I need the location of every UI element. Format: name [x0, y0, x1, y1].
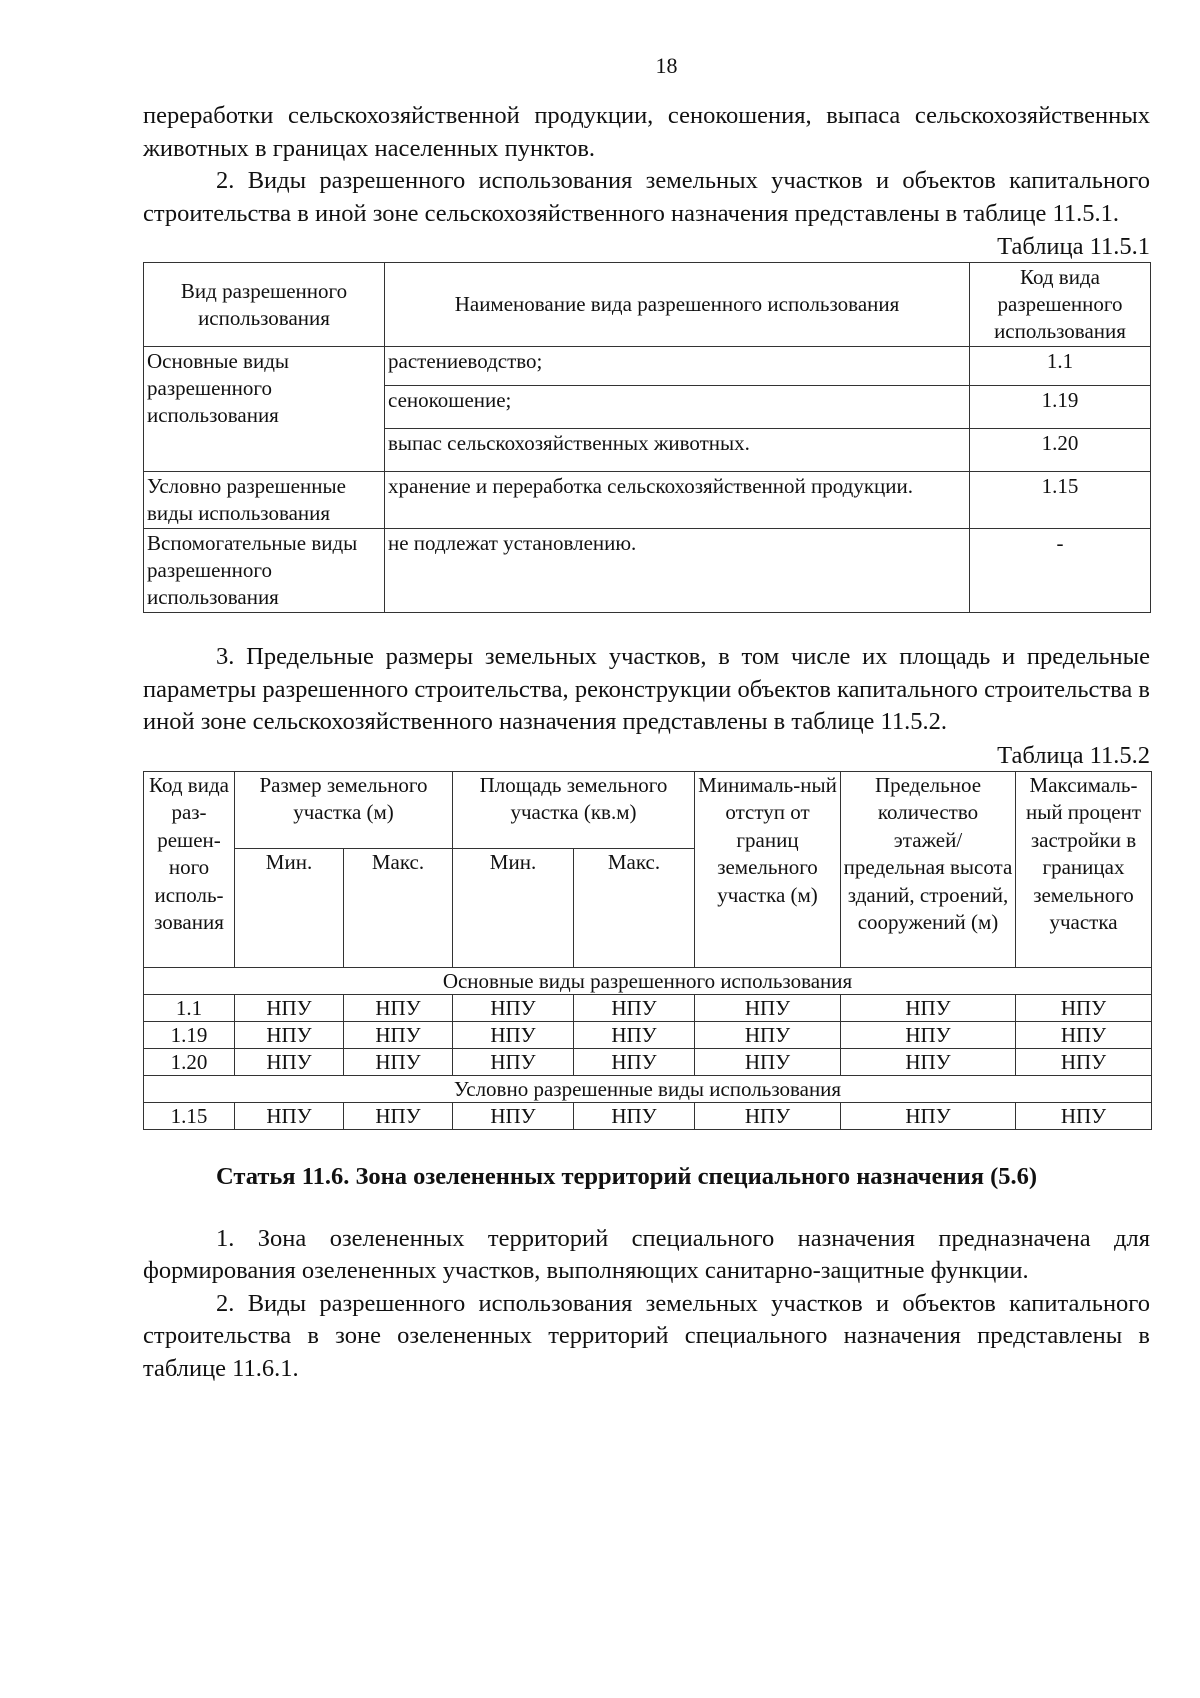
cell-size-max: НПУ	[344, 1021, 453, 1048]
cell-name: растениеводство;	[385, 347, 970, 386]
header-cell-code: Код вида раз-решен-ного исполь-зования	[144, 771, 235, 967]
cell-area-max: НПУ	[574, 994, 695, 1021]
cell-code: 1.19	[144, 1021, 235, 1048]
table-row	[144, 1102, 1152, 1129]
header-cell-offset: Минималь-ный отступ от границ земельного участка (м)	[695, 771, 841, 967]
cell-area-min: НПУ	[453, 994, 574, 1021]
table-row	[144, 472, 1151, 529]
cell-code: 1.19	[970, 386, 1151, 429]
cell-name: не подлежат установлению.	[385, 529, 970, 613]
cell-area-max: НПУ	[574, 1048, 695, 1075]
table-11-5-1-caption: Таблица 11.5.1	[997, 233, 1150, 260]
cell-code: 1.1	[144, 994, 235, 1021]
table-row	[144, 1048, 1152, 1075]
header-cell-size-max: Макс.	[344, 848, 453, 967]
cell-offset: НПУ	[695, 994, 841, 1021]
cell-code: 1.1	[970, 347, 1151, 386]
table-row	[144, 347, 1151, 386]
cell-size-max: НПУ	[344, 1102, 453, 1129]
row-label-auxiliary: Вспомогательные виды разрешенного использования	[144, 529, 385, 613]
cell-name: хранение и переработка сельскохозяйственной продукции.	[385, 472, 970, 529]
table-row	[144, 994, 1152, 1021]
header-cell-area-min: Мин.	[453, 848, 574, 967]
cell-code: 1.15	[970, 472, 1151, 529]
row-label-conditional: Условно разрешенные виды использования	[144, 472, 385, 529]
row-label-main: Основные виды разрешенного использования	[144, 347, 385, 472]
group-conditional: Условно разрешенные виды использования	[144, 1075, 1152, 1102]
header-cell-code: Код вида разрешенного использования	[970, 263, 1151, 347]
cell-code: -	[970, 529, 1151, 613]
paragraph-5: 2. Виды разрешенного использования земельных участков и объектов капитального строительства в зоне озелененных территорий специального назначения представлены в таблице 11.6.1.	[143, 1289, 1150, 1382]
cell-code: 1.15	[144, 1102, 235, 1129]
paragraph-4: 1. Зона озелененных территорий специального назначения предназначена для формирования озелененных участков, выполняющих санитарно-защитные функции.	[143, 1224, 1150, 1284]
cell-offset: НПУ	[695, 1102, 841, 1129]
page-number: 18	[655, 53, 678, 78]
cell-offset: НПУ	[695, 1048, 841, 1075]
cell-area-max: НПУ	[574, 1021, 695, 1048]
cell-floors: НПУ	[841, 1021, 1016, 1048]
cell-size-min: НПУ	[235, 1021, 344, 1048]
cell-area-min: НПУ	[453, 1021, 574, 1048]
table-header-row	[144, 263, 1151, 347]
table-11-5-2	[143, 771, 1152, 1130]
paragraph-intro-continued: переработки сельскохозяйственной продукции, сенокошения, выпаса сельскохозяйственных животных в границах населенных пунктов.	[143, 102, 1150, 162]
group-main: Основные виды разрешенного использования	[144, 967, 1152, 994]
cell-percent: НПУ	[1016, 994, 1152, 1021]
header-cell-percent: Максималь-ный процент застройки в границах земельного участка	[1016, 771, 1152, 967]
cell-size-max: НПУ	[344, 1048, 453, 1075]
cell-size-max: НПУ	[344, 994, 453, 1021]
group-row	[144, 1075, 1152, 1102]
paragraph-3: 3. Предельные размеры земельных участков, в том числе их площадь и предельные параметры разрешенного строительства, реконструкции объектов капитального строительства в иной зоне сельскохозяйственного назначения представлены в таблице 11.5.2.	[143, 643, 1150, 735]
header-cell-name: Наименование вида разрешенного использования	[385, 263, 970, 347]
cell-offset: НПУ	[695, 1021, 841, 1048]
header-cell-size-min: Мин.	[235, 848, 344, 967]
cell-floors: НПУ	[841, 1048, 1016, 1075]
header-cell-area-max: Макс.	[574, 848, 695, 967]
cell-size-min: НПУ	[235, 1102, 344, 1129]
header-cell-floors: Предельное количество этажей/ предельная высота зданий, строений, сооружений (м)	[841, 771, 1016, 967]
table-row	[144, 529, 1151, 613]
cell-area-min: НПУ	[453, 1048, 574, 1075]
cell-code: 1.20	[144, 1048, 235, 1075]
cell-area-min: НПУ	[453, 1102, 574, 1129]
cell-name: выпас сельскохозяйственных животных.	[385, 429, 970, 472]
cell-size-min: НПУ	[235, 1048, 344, 1075]
cell-size-min: НПУ	[235, 994, 344, 1021]
cell-name: сенокошение;	[385, 386, 970, 429]
article-heading: Статья 11.6. Зона озелененных территорий специального назначения (5.6)	[216, 1162, 1038, 1190]
cell-percent: НПУ	[1016, 1021, 1152, 1048]
header-cell-size: Размер земельного участка (м)	[235, 771, 453, 848]
cell-code: 1.20	[970, 429, 1151, 472]
header-cell-area: Площадь земельного участка (кв.м)	[453, 771, 695, 848]
cell-percent: НПУ	[1016, 1102, 1152, 1129]
cell-floors: НПУ	[841, 994, 1016, 1021]
table-row	[144, 1021, 1152, 1048]
group-row	[144, 967, 1152, 994]
cell-percent: НПУ	[1016, 1048, 1152, 1075]
cell-area-max: НПУ	[574, 1102, 695, 1129]
table-11-5-1	[143, 262, 1151, 613]
header-cell-type: Вид разрешенного использования	[144, 263, 385, 347]
paragraph-2: 2. Виды разрешенного использования земельных участков и объектов капитального строительства в иной зоне сельскохозяйственного назначения представлены в таблице 11.5.1.	[143, 167, 1150, 227]
table-header-row	[144, 771, 1152, 848]
table-11-5-2-caption: Таблица 11.5.2	[997, 741, 1150, 769]
cell-floors: НПУ	[841, 1102, 1016, 1129]
